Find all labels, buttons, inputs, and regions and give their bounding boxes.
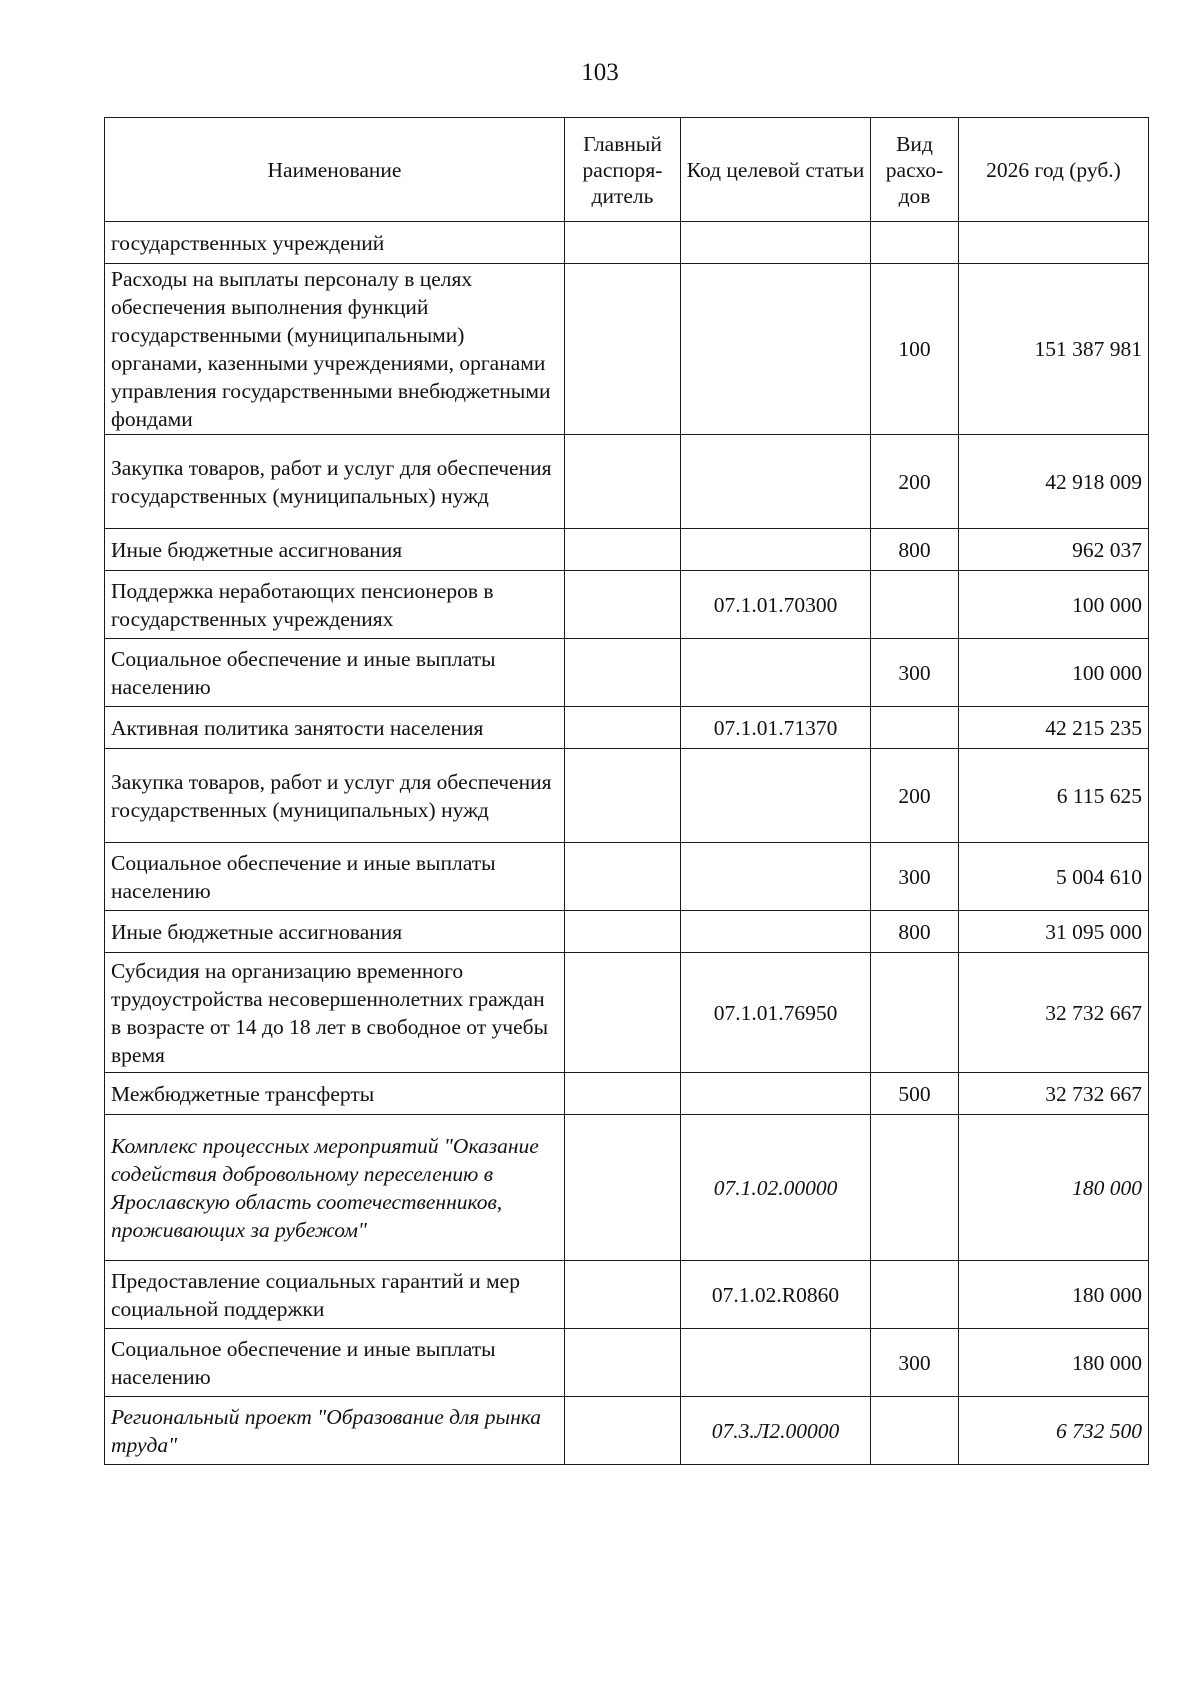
cell-name: Социальное обеспечение и иные выплаты населению bbox=[105, 1329, 565, 1397]
table-row bbox=[105, 435, 1149, 529]
header-name: Наименование bbox=[105, 118, 565, 222]
cell-name: Закупка товаров, работ и услуг для обеспечения государственных (муниципальных) нужд bbox=[105, 435, 565, 529]
cell-amount bbox=[959, 222, 1149, 264]
cell-kind: 500 bbox=[871, 1073, 959, 1115]
cell-chief bbox=[565, 435, 681, 529]
cell-name: Комплекс процессных мероприятий "Оказание содействия добровольному переселению в Ярославскую область соотечественников, проживающих за рубежом" bbox=[105, 1115, 565, 1261]
table-row bbox=[105, 1329, 1149, 1397]
cell-kind bbox=[871, 571, 959, 639]
cell-chief bbox=[565, 1397, 681, 1465]
cell-name: Социальное обеспечение и иные выплаты населению bbox=[105, 843, 565, 911]
cell-code bbox=[681, 843, 871, 911]
table-row bbox=[105, 953, 1149, 1073]
cell-chief bbox=[565, 529, 681, 571]
cell-chief bbox=[565, 222, 681, 264]
cell-kind: 800 bbox=[871, 529, 959, 571]
cell-name: Предоставление социальных гарантий и мер социальной поддержки bbox=[105, 1261, 565, 1329]
cell-chief bbox=[565, 911, 681, 953]
cell-chief bbox=[565, 1329, 681, 1397]
cell-kind bbox=[871, 1261, 959, 1329]
cell-chief bbox=[565, 749, 681, 843]
table-row bbox=[105, 1397, 1149, 1465]
cell-chief bbox=[565, 1261, 681, 1329]
table-row bbox=[105, 571, 1149, 639]
table-row bbox=[105, 1073, 1149, 1115]
cell-amount: 42 918 009 bbox=[959, 435, 1149, 529]
cell-name: Межбюджетные трансферты bbox=[105, 1073, 565, 1115]
cell-code bbox=[681, 1073, 871, 1115]
cell-amount: 962 037 bbox=[959, 529, 1149, 571]
cell-amount: 6 732 500 bbox=[959, 1397, 1149, 1465]
cell-name: Активная политика занятости населения bbox=[105, 707, 565, 749]
cell-name: Иные бюджетные ассигнования bbox=[105, 911, 565, 953]
cell-code bbox=[681, 911, 871, 953]
cell-name: Закупка товаров, работ и услуг для обеспечения государственных (муниципальных) нужд bbox=[105, 749, 565, 843]
table-row bbox=[105, 843, 1149, 911]
cell-code bbox=[681, 435, 871, 529]
table-row bbox=[105, 529, 1149, 571]
table-header-row bbox=[105, 118, 1149, 222]
header-kind: Вид расхо-дов bbox=[871, 118, 959, 222]
table-row bbox=[105, 707, 1149, 749]
cell-kind bbox=[871, 1397, 959, 1465]
cell-code: 07.1.01.71370 bbox=[681, 707, 871, 749]
cell-amount: 5 004 610 bbox=[959, 843, 1149, 911]
cell-code: 07.3.Л2.00000 bbox=[681, 1397, 871, 1465]
cell-name: Субсидия на организацию временного трудоустройства несовершеннолетних граждан в возрасте от 14 до 18 лет в свободное от учебы время bbox=[105, 953, 565, 1073]
header-chief: Главный распоря-дитель bbox=[565, 118, 681, 222]
cell-kind bbox=[871, 1115, 959, 1261]
cell-chief bbox=[565, 264, 681, 435]
cell-code: 07.1.01.70300 bbox=[681, 571, 871, 639]
cell-kind bbox=[871, 222, 959, 264]
cell-amount: 180 000 bbox=[959, 1261, 1149, 1329]
cell-chief bbox=[565, 1115, 681, 1261]
cell-amount: 32 732 667 bbox=[959, 953, 1149, 1073]
cell-chief bbox=[565, 707, 681, 749]
cell-amount: 180 000 bbox=[959, 1329, 1149, 1397]
cell-kind: 300 bbox=[871, 639, 959, 707]
table-row bbox=[105, 749, 1149, 843]
cell-code bbox=[681, 639, 871, 707]
table-row bbox=[105, 911, 1149, 953]
cell-kind: 100 bbox=[871, 264, 959, 435]
cell-name: государственных учреждений bbox=[105, 222, 565, 264]
header-amount: 2026 год (руб.) bbox=[959, 118, 1149, 222]
cell-amount: 31 095 000 bbox=[959, 911, 1149, 953]
cell-amount: 6 115 625 bbox=[959, 749, 1149, 843]
cell-chief bbox=[565, 953, 681, 1073]
cell-kind: 200 bbox=[871, 435, 959, 529]
cell-name: Поддержка неработающих пенсионеров в государственных учреждениях bbox=[105, 571, 565, 639]
cell-code bbox=[681, 222, 871, 264]
page-number: 103 bbox=[581, 59, 619, 86]
cell-amount: 180 000 bbox=[959, 1115, 1149, 1261]
cell-kind bbox=[871, 953, 959, 1073]
cell-chief bbox=[565, 1073, 681, 1115]
cell-chief bbox=[565, 639, 681, 707]
cell-name: Иные бюджетные ассигнования bbox=[105, 529, 565, 571]
table-row bbox=[105, 264, 1149, 435]
cell-code: 07.1.02.00000 bbox=[681, 1115, 871, 1261]
table-body bbox=[105, 222, 1149, 1465]
cell-code bbox=[681, 1329, 871, 1397]
cell-amount: 151 387 981 bbox=[959, 264, 1149, 435]
table-row bbox=[105, 222, 1149, 264]
cell-amount: 100 000 bbox=[959, 571, 1149, 639]
budget-table bbox=[104, 117, 1149, 1465]
cell-code: 07.1.02.R0860 bbox=[681, 1261, 871, 1329]
table-row bbox=[105, 1261, 1149, 1329]
cell-kind: 800 bbox=[871, 911, 959, 953]
cell-code bbox=[681, 749, 871, 843]
cell-amount: 100 000 bbox=[959, 639, 1149, 707]
cell-kind: 300 bbox=[871, 843, 959, 911]
cell-kind: 300 bbox=[871, 1329, 959, 1397]
cell-code bbox=[681, 529, 871, 571]
cell-kind bbox=[871, 707, 959, 749]
cell-name: Расходы на выплаты персоналу в целях обеспечения выполнения функций государственными (муниципальными) органами, казенными учреждениями, органами управления государственными внебюджетными фондами bbox=[105, 264, 565, 435]
cell-chief bbox=[565, 843, 681, 911]
cell-amount: 42 215 235 bbox=[959, 707, 1149, 749]
table-row bbox=[105, 639, 1149, 707]
cell-kind: 200 bbox=[871, 749, 959, 843]
cell-name: Социальное обеспечение и иные выплаты населению bbox=[105, 639, 565, 707]
header-code: Код целевой статьи bbox=[681, 118, 871, 222]
cell-chief bbox=[565, 571, 681, 639]
table-row bbox=[105, 1115, 1149, 1261]
cell-code: 07.1.01.76950 bbox=[681, 953, 871, 1073]
cell-code bbox=[681, 264, 871, 435]
cell-amount: 32 732 667 bbox=[959, 1073, 1149, 1115]
cell-name: Региональный проект "Образование для рынка труда" bbox=[105, 1397, 565, 1465]
